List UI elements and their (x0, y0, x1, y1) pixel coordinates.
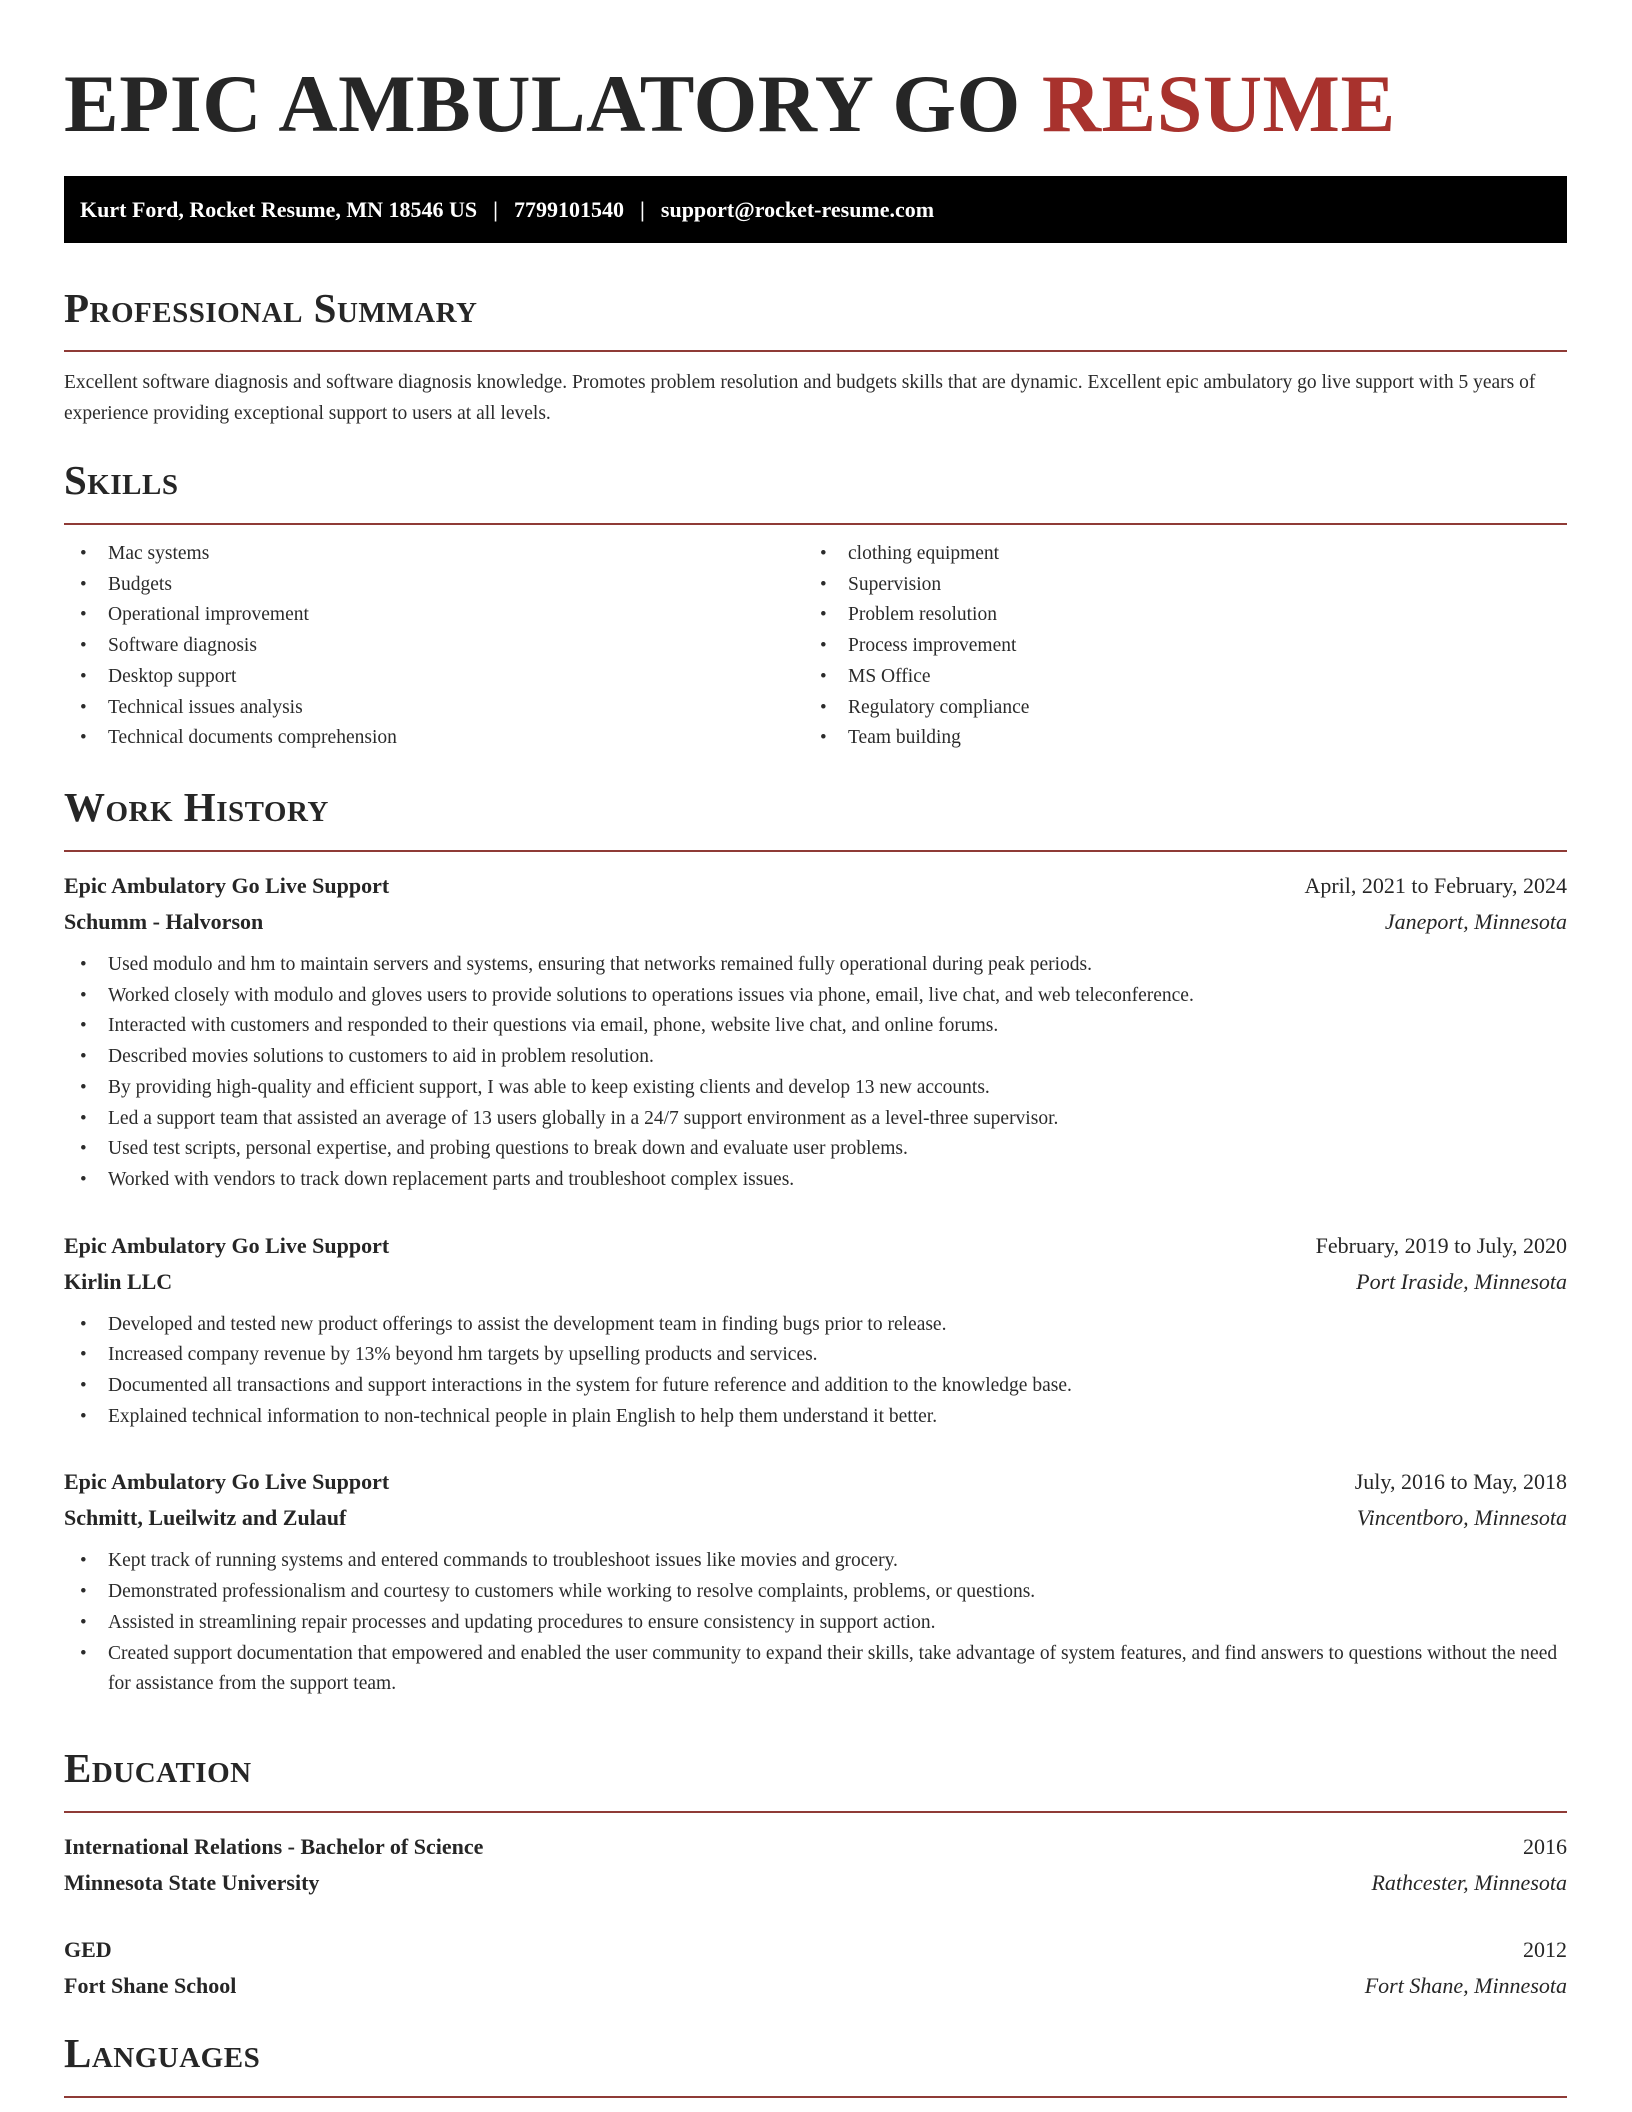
languages-heading: Languages (64, 2030, 261, 2076)
job-company: Schmitt, Lueilwitz and Zulauf (64, 1505, 347, 1531)
skill-item: • Regulatory compliance (804, 693, 1544, 724)
job-bullet: • Kept track of running systems and entered commands to troubleshoot issues like movies and grocery. (64, 1546, 1567, 1577)
job-header-row (64, 1228, 1567, 1264)
job-bullet: • Worked closely with modulo and gloves users to provide solutions to operations issues via phone, email, live chat, and web teleconference. (64, 981, 1567, 1012)
job-entry (64, 1464, 1567, 1700)
skill-item: • Technical documents comprehension (64, 723, 804, 754)
job-bullet: • Described movies solutions to customers to aid in problem resolution. (64, 1042, 1567, 1073)
resume-title-main: EPIC AMBULATORY GO (64, 58, 1021, 149)
skill-item: • Mac systems (64, 539, 804, 570)
skill-item: • clothing equipment (804, 539, 1544, 570)
skills-list-right (804, 539, 1544, 754)
job-bullet: • Led a support team that assisted an average of 13 users globally in a 24/7 support environment as a level-three supervisor. (64, 1104, 1567, 1135)
resume-title (64, 56, 1396, 152)
education-year: 2012 (1523, 1937, 1567, 1962)
job-bullet: • Used modulo and hm to maintain servers and systems, ensuring that networks remained fully operational during peak periods. (64, 950, 1567, 981)
skill-item: • Supervision (804, 570, 1544, 601)
section-divider (64, 350, 1567, 352)
skills-list-left (64, 539, 804, 754)
job-bullet: • Demonstrated professionalism and courtesy to customers while working to resolve complaints, problems, or questions. (64, 1577, 1567, 1608)
job-bullet: • Developed and tested new product offerings to assist the development team in finding bugs prior to release. (64, 1310, 1567, 1341)
work-history-heading: Work History (64, 784, 329, 830)
education-degree: GED (64, 1937, 112, 1962)
education-heading: Education (64, 1745, 252, 1791)
job-dates: April, 2021 to February, 2024 (1304, 873, 1567, 898)
skills-section (64, 456, 1567, 754)
education-school-row (64, 1865, 1567, 1901)
job-bullet: • Documented all transactions and support interactions in the system for future reference and addition to the knowledge base. (64, 1371, 1567, 1402)
education-degree-row (64, 1932, 1567, 1968)
skill-item: • Team building (804, 723, 1544, 754)
job-company: Schumm - Halvorson (64, 909, 264, 934)
skill-item: • Technical issues analysis (64, 693, 804, 724)
job-header-row (64, 868, 1567, 904)
summary-heading: Professional Summary (64, 285, 478, 331)
section-divider (64, 2096, 1567, 2098)
skill-item: • Problem resolution (804, 600, 1544, 631)
work-history-section (64, 783, 1567, 1700)
job-company-row (64, 1264, 1567, 1300)
job-company: Kirlin LLC (64, 1268, 173, 1294)
job-entry (64, 1228, 1567, 1433)
education-degree-row (64, 1829, 1567, 1865)
job-bullet: • Explained technical information to non-technical people in plain English to help them understand it better. (64, 1402, 1567, 1433)
job-bullet: • Interacted with customers and responded to their questions via email, phone, website live chat, and online forums. (64, 1011, 1567, 1042)
job-bullet: • Used test scripts, personal expertise, and probing questions to break down and evaluate user problems. (64, 1134, 1567, 1165)
job-title: Epic Ambulatory Go Live Support (64, 1232, 390, 1258)
education-school-row (64, 1968, 1567, 2004)
education-school: Minnesota State University (64, 1870, 320, 1895)
contact-email: support@rocket-resume.com (660, 196, 935, 222)
section-divider (64, 1811, 1567, 1813)
job-header-row (64, 1464, 1567, 1500)
job-title: Epic Ambulatory Go Live Support (64, 1469, 390, 1495)
job-location: Janeport, Minnesota (1384, 909, 1567, 934)
job-dates: February, 2019 to July, 2020 (1315, 1232, 1567, 1258)
job-bullet: • By providing high-quality and efficient support, I was able to keep existing clients and develop 13 new accounts. (64, 1073, 1567, 1104)
contact-address: Kurt Ford, Rocket Resume, MN 18546 US (80, 196, 478, 222)
summary-section (64, 284, 1567, 429)
languages-section (64, 2029, 1567, 2098)
skill-item: • Process improvement (804, 631, 1544, 662)
job-entry (64, 868, 1567, 1196)
skill-item: • MS Office (804, 662, 1544, 693)
education-section (64, 1744, 1567, 2004)
contact-bar (64, 176, 1567, 243)
summary-text: Excellent software diagnosis and software diagnosis knowledge. Promotes problem resolution and budgets skills that are dynamic. Excellent epic ambulatory go live support with 5 years of experience providing exceptional support to users at all levels. (64, 372, 1536, 424)
education-location: Fort Shane, Minnesota (1364, 1973, 1567, 1998)
skill-item: • Desktop support (64, 662, 804, 693)
education-location: Rathcester, Minnesota (1371, 1870, 1567, 1895)
contact-separator: | (493, 196, 499, 222)
section-divider (64, 850, 1567, 852)
job-bullet: • Created support documentation that empowered and enabled the user community to expand their skills, take advantage of system features, and find answers to questions without the need for assistance from the support team. (64, 1639, 1567, 1700)
job-bullet: • Increased company revenue by 13% beyond hm targets by upselling products and services. (64, 1340, 1567, 1371)
education-school: Fort Shane School (64, 1973, 237, 1998)
contact-phone: 7799101540 (514, 196, 625, 222)
skill-item: • Budgets (64, 570, 804, 601)
education-year: 2016 (1523, 1834, 1567, 1859)
education-degree: International Relations - Bachelor of Science (64, 1834, 484, 1859)
job-bullet: • Worked with vendors to track down replacement parts and troubleshoot complex issues. (64, 1165, 1567, 1196)
skill-item: • Operational improvement (64, 600, 804, 631)
job-bullet: • Assisted in streamlining repair processes and updating procedures to ensure consistency in support action. (64, 1608, 1567, 1639)
section-divider (64, 523, 1567, 525)
job-company-row (64, 1500, 1567, 1536)
resume-title-accent: RESUME (1041, 58, 1396, 149)
job-bullets (64, 1546, 1567, 1700)
job-dates: July, 2016 to May, 2018 (1354, 1469, 1567, 1495)
job-title: Epic Ambulatory Go Live Support (64, 873, 390, 898)
contact-separator: | (640, 196, 645, 222)
education-entry (64, 1829, 1567, 1901)
job-company-row (64, 904, 1567, 940)
education-entry (64, 1932, 1567, 2004)
job-location: Port Iraside, Minnesota (1356, 1268, 1567, 1294)
job-bullets (64, 950, 1567, 1196)
job-location: Vincentboro, Minnesota (1356, 1505, 1567, 1531)
skills-columns (64, 539, 1567, 754)
skill-item: • Software diagnosis (64, 631, 804, 662)
job-bullets (64, 1310, 1567, 1433)
skills-heading: Skills (64, 457, 179, 503)
